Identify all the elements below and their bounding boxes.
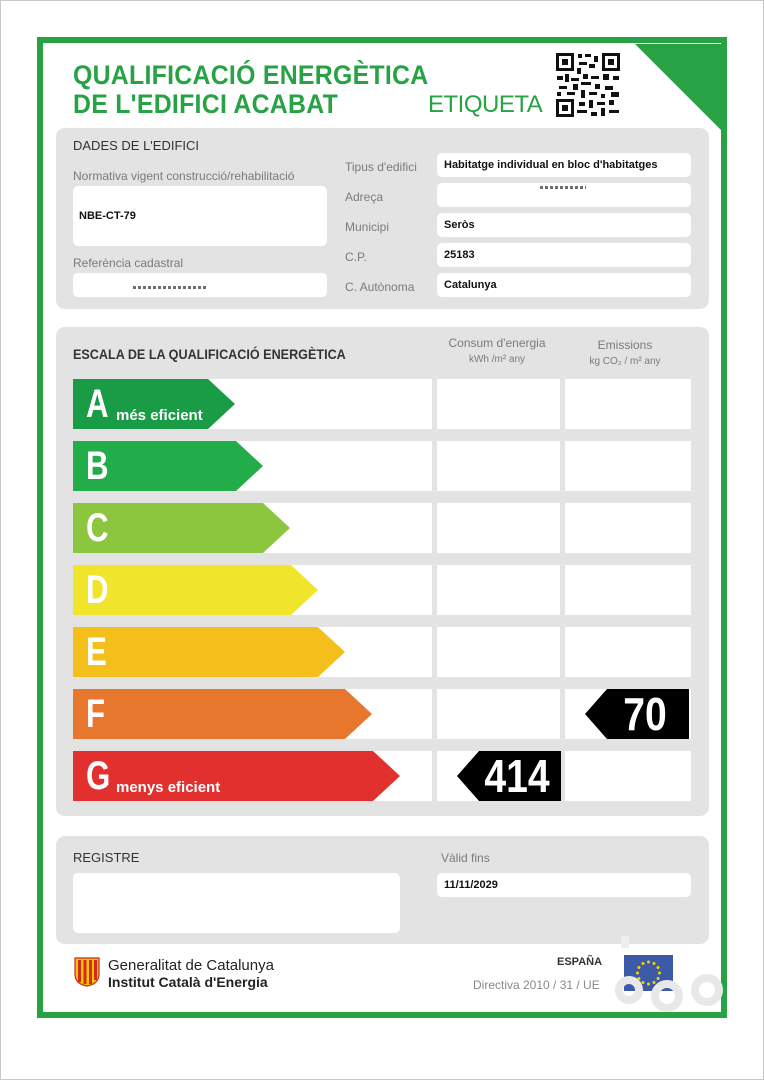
row-divider [432, 379, 437, 429]
adreca-label: Adreça [345, 190, 384, 204]
directive-label: Directiva 2010 / 31 / UE [473, 978, 600, 992]
class-sub-g: menys eficient [116, 779, 221, 796]
normativa-value: NBE-CT-79 [79, 210, 136, 222]
comunitat-label: C. Autònoma [345, 280, 415, 294]
consum-header-text: Consum d'energia [448, 336, 546, 350]
row-divider [560, 379, 565, 429]
emissions-rating-value: 70 [623, 688, 667, 740]
class-letter-b: B [86, 444, 109, 488]
emissions-header-text: Emissions [597, 338, 653, 352]
class-bar-d [73, 565, 318, 615]
row-divider [432, 565, 437, 615]
title-line-2: DE L'EDIFICI ACABAT [73, 89, 339, 119]
tipus-value: Habitatge individual en bloc d'habitatges [444, 159, 658, 171]
valid-label: Vàlid fins [441, 851, 490, 865]
registre-label: REGISTRE [73, 850, 140, 865]
class-letter-c: C [86, 506, 109, 550]
cp-label: C.P. [345, 250, 367, 264]
normativa-label: Normativa vigent construcció/rehabilitació [73, 169, 295, 183]
referencia-field [73, 273, 327, 297]
comunitat-value: Catalunya [444, 279, 497, 291]
class-letter-e: E [86, 630, 107, 674]
emissions-unit: kg CO₂ / m² any [589, 356, 661, 367]
consum-unit: kWh /m² any [468, 354, 526, 365]
building-data-title: DADES DE L'EDIFICI [73, 138, 200, 153]
class-letter-a: A [86, 382, 109, 426]
registre-field [73, 873, 400, 933]
scale-title: ESCALA DE LA QUALIFICACIÓ ENERGÈTICA [73, 346, 346, 362]
corner-fold [635, 44, 721, 130]
class-letter-d: D [86, 568, 109, 612]
redacted-referencia [133, 286, 207, 289]
row-divider [560, 627, 565, 677]
title-line-1: QUALIFICACIÓ ENERGÈTICA [73, 60, 429, 90]
row-divider [560, 441, 565, 491]
class-bar-f [73, 689, 372, 739]
row-divider [432, 441, 437, 491]
redacted-adreca [540, 186, 586, 189]
generalitat-logo-icon [73, 957, 101, 987]
valid-value: 11/11/2029 [444, 879, 498, 891]
cp-value: 25183 [444, 249, 475, 261]
class-bar-e [73, 627, 345, 677]
cp-field [437, 243, 691, 267]
class-letter-g: G [86, 754, 111, 798]
row-divider [560, 503, 565, 553]
row-divider [432, 689, 437, 739]
municipi-field [437, 213, 691, 237]
org-line-2: Institut Català d'Energia [108, 974, 268, 990]
row-divider [560, 565, 565, 615]
emissions-header [560, 338, 690, 369]
decorative-watermark [615, 930, 727, 1018]
etiqueta-label: ETIQUETA [428, 91, 543, 118]
qr-code-icon [555, 52, 621, 118]
consum-rating-value: 414 [484, 750, 550, 802]
tipus-label: Tipus d'edifici [345, 160, 417, 174]
class-sub-a: més eficient [116, 407, 203, 424]
consum-header [432, 336, 562, 367]
row-divider [432, 627, 437, 677]
org-line-1: Generalitat de Catalunya [108, 957, 274, 974]
municipi-value: Seròs [444, 219, 475, 231]
municipi-label: Municipi [345, 220, 390, 234]
row-divider [432, 751, 437, 801]
row-divider [432, 503, 437, 553]
class-letter-f: F [86, 692, 106, 736]
referencia-label: Referència cadastral [73, 256, 184, 270]
row-divider [560, 689, 565, 739]
country-label: ESPAÑA [557, 956, 603, 968]
